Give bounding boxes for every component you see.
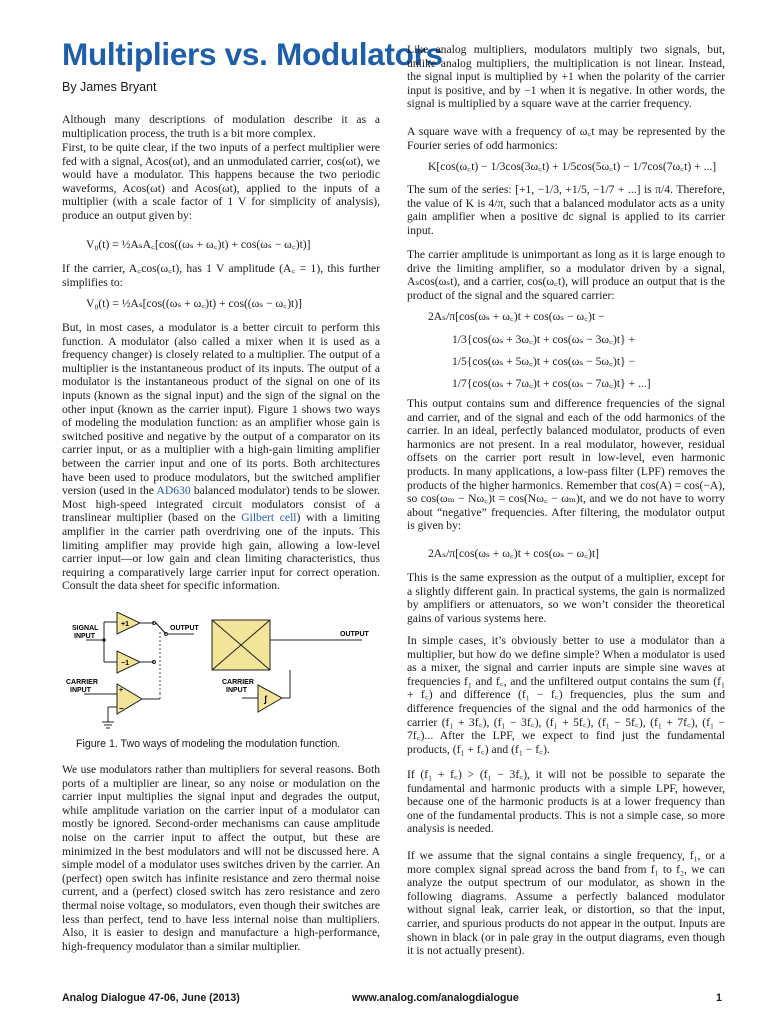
page-title: Multipliers vs. Modulators (62, 36, 443, 72)
equation-modulator-output-line-3: 1/5{cos(ωₛ + 5ω꜀)t + cos(ωₛ − 5ω꜀)t} − (452, 355, 636, 368)
footer-page-number: 1 (716, 992, 722, 1004)
svg-text:+: + (119, 687, 124, 694)
ad630-link[interactable]: AD630 (156, 484, 191, 498)
paragraph-carrier-simplify: If the carrier, A꜀cos(ω꜀t), has 1 V amplitude (A꜀ = 1), this further simplifies to: (62, 262, 380, 289)
switch-arm (155, 622, 166, 634)
figure-1-diagram (62, 612, 382, 734)
footer-url[interactable]: www.analog.com/analogdialogue (352, 992, 519, 1004)
paragraph-square-wave: A square wave with a frequency of ω꜀t may be represented by the Fourier series of odd harmonics: (407, 125, 725, 152)
fig-right-output-label: OUTPUT (340, 631, 369, 638)
limiter-symbol: ʃ (264, 694, 267, 704)
fig-left-output-label: OUTPUT (170, 625, 199, 632)
equation-modulator-output-line-2: 1/3{cos(ωₛ + 3ω꜀)t + cos(ωₛ − 3ω꜀)t} + (452, 333, 636, 346)
paragraph-modulator-text-a: But, in most cases, a modulator is a better circuit to perform this function. A modulator (also called a mixer when it is used as a frequency changer) is closely related to a multiplier. The output of a multiplier is the instantaneous product of its inputs. The output of a modulator is the instantaneous product of the signal on one of its inputs (known as the signal input) and the sign of the signal on the other input (known as the carrier input). Figure 1 shows two ways of modeling the modulation function: as an amplifier whose gain is switched positive and negative by the output of a comparator on its carrier input, or as a multiplier with a high-gain limiting amplifier between the carrier input and one of its ports. Both architectures have been used to produce modulators, but the switched amplifier version (used in the (62, 321, 380, 498)
fig-left-carrier-label-1: CARRIER (66, 679, 98, 686)
paragraph-nonlinear-multiplication: Like analog multipliers, modulators multiply two signals, but, unlike analog multipliers, the multiplication is not linear. Instead, the signal input is multiplied by +1 when the polarity of the carrier input is positive, and by −1 when it is negative. In other words, the signal is multiplied by a square wave at the carrier frequency. (407, 43, 725, 111)
paragraph-carrier-amplitude: The carrier amplitude is unimportant as long as it is large enough to drive the limiting amplifier, so a modulator driven by a signal, Aₛcos(ωₛt), and a carrier, cos(ω꜀t), will produce an output that is the product of the signal and the squared carrier: (407, 248, 725, 302)
fig-right-carrier-label-2: INPUT (226, 687, 247, 694)
paragraph-modulator-text-c: ) with a limiting amplifier in the carrier path overdriving one of the inputs. This limiting amplifier may provide high gain, allowing a low-level carrier input—or low gain and clean limiting characteristics, thus requiring a comparatively large carrier input for correct operation. Consult the data sheet for specific information. (62, 511, 380, 593)
svg-text:−: − (119, 704, 124, 713)
paragraph-multiplier: First, to be quite clear, if the two inputs of a perfect multiplier were fed with a signal, Acos(ωt), and an unmodulated carrier, cos(ωt), we would have a modulator. This happens because the two periodic waveforms, Acos(ωt) and Acos(ωt), applied to the inputs of a multiplier (with a scale factor of 1 V for simplicity of analysis), produce an output given by: (62, 141, 380, 222)
equation-filtered-output: 2Aₛ/π[cos(ωₛ + ω꜀)t + cos(ωₛ − ω꜀)t] (428, 547, 600, 560)
paragraph-spectrum-analysis: If we assume that the signal contains a single frequency, f₁, or a more complex signal spread across the band from f₁ to f₂, we can analyze the output spectrum of our modulator, as shown in the following diagrams. Assume a perfectly balanced modulator without signal leak, carrier leak, or distortion, so that the input, carrier, and spurious products do not appear in the output. Inputs are shown in black (or in pale gray in the output diagrams, even though it is not actually present). (407, 849, 725, 958)
fig-left-signal-label-2: INPUT (74, 633, 95, 640)
equation-modulator-output-line-1: 2Aₛ/π[cos(ωₛ + ω꜀)t + cos(ωₛ − ω꜀)t − (428, 310, 605, 323)
paragraph-harmonic-overlap: If (f₁ + f꜀) > (f₁ − 3f꜀), it will not be possible to separate the fundamental and harmonic products with a simple LPF, however, because one of the harmonic products is at a lower frequency than one of the fundamental products. This is not a simple case, so more analysis is needed. (407, 768, 725, 836)
fig-left-carrier-label-2: INPUT (70, 687, 91, 694)
paragraph-simple-cases: In simple cases, it’s obviously better to use a modulator than a multiplier, but how do we define simple? When a modulator is used as a mixer, the signal and carrier inputs are simple sine waves at frequencies f₁ and f꜀, and the unfiltered output contains the sum (f₁ + f꜀) and difference (f₁ − f꜀) frequencies, plus the sum and difference frequencies of the signal and the odd harmonics of the carrier (f₁ + 3f꜀), (f₁ − 3f꜀), (f₁ + 5f꜀), (f₁ − 5f꜀), (f₁ + 7f꜀), (f₁ − 7f꜀)... After the LPF, we expect to find just the fundamental products, (f₁ + f꜀) and (f₁ − f꜀). (407, 634, 725, 756)
fig-left-signal-label-1: SIGNAL (72, 625, 99, 632)
paragraph-modulator-text-b: balanced modulator) tends to be slower. Most high-speed integrated circuit modulators consist of a translinear multiplier (based on the (62, 484, 381, 525)
paragraph-same-expression: This is the same expression as the output of a multiplier, except for a slightly different gain. In practical systems, the gain is normalized by amplifiers or attenuators, so we won’t consider the theoretical gains of various systems here. (407, 571, 725, 625)
paragraph-why-modulators: We use modulators rather than multipliers for several reasons. Both ports of a multiplier are linear, so any noise or modulation on the carrier input multiplies the signal input and degrades the output, while amplitude variation on the carrier input of a modulator can mostly be ignored. Second-order mechanisms can cause amplitude noise on the carrier input to affect the output, but these are minimized in the best modulators and will not be discussed here. A simple model of a modulator uses switches driven by the carrier. An (perfect) open switch has infinite resistance and zero thermal noise current, and a (perfect) closed switch has zero resistance and zero thermal noise voltage, so modulators, even though their switches are less than perfect, tend to have less internal noise than multipliers. Also, it is easier to design and manufacture a high-performance, high-frequency modulator than a similar multiplier. (62, 763, 380, 953)
gilbert-cell-link[interactable]: Gilbert cell (241, 511, 297, 525)
minus-one-label: −1 (121, 660, 129, 667)
paragraph-series-sum: The sum of the series: [+1, −1/3, +1/5, −1/7 + ...] is π/4. Therefore, the value of K is 4/π, such that a balanced modulator acts as a unity gain amplifier when a positive dc signal is applied to its carrier input. (407, 183, 725, 237)
equation-multiplier-output: V₀(t) = ½AₛA꜀[cos((ωₛ + ω꜀)t) + cos(ωₛ − ω꜀)t)] (86, 238, 311, 251)
figure-1-caption: Figure 1. Two ways of modeling the modulation function. (76, 738, 341, 750)
equation-modulator-output-line-4: 1/7{cos(ωₛ + 7ω꜀)t + cos(ωₛ − 7ω꜀)t} + ...] (452, 377, 651, 390)
fig-right-carrier-label-1: CARRIER (222, 679, 254, 686)
footer-publication: Analog Dialogue 47-06, June (2013) (62, 992, 240, 1004)
plus-one-label: +1 (121, 621, 129, 628)
equation-simplified-output: V₀(t) = ½Aₛ[cos((ωₛ + ω꜀)t) + cos((ωₛ − ω꜀)t)] (86, 297, 302, 310)
paragraph-modulator-description (62, 321, 380, 593)
paragraph-sum-difference: This output contains sum and difference frequencies of the signal and carrier, and of the signal and each of the odd harmonics of the carrier. In an ideal, perfectly balanced modulator, products of even harmonics are not present. In a real modulator, however, residual offsets on the carrier port result in low-level, even harmonic products. In many applications, a low-pass filter (LPF) removes the products of the higher harmonics. Remember that cos(A) = cos(−A), so cos(ωₘ − Nω꜀)t = cos(Nω꜀ − ωₘ)t, and we do not have to worry about “negative” frequencies. After filtering, the modulator output is given by: (407, 397, 725, 533)
limiting-amplifier (258, 685, 282, 712)
intro-paragraph: Although many descriptions of modulation describe it as a multiplication process, the truth is a bit more complex. (62, 113, 380, 140)
equation-fourier-series: K[cos(ω꜀t) − 1/3cos(3ω꜀t) + 1/5cos(5ω꜀t) − 1/7cos(7ω꜀t) + ...] (428, 160, 717, 173)
author-byline: By James Bryant (62, 80, 157, 94)
